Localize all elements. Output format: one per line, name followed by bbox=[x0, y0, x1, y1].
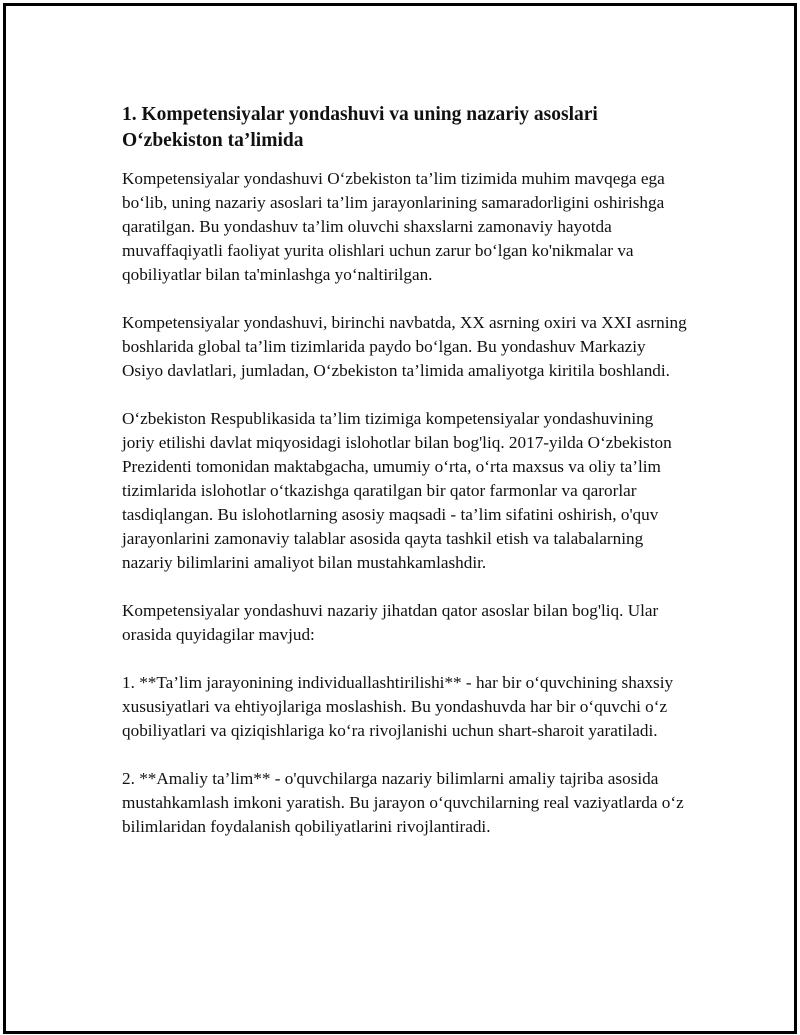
section-heading-line-1: 1. Kompetensiyalar yondashuvi va uning nazariy asoslari bbox=[122, 104, 598, 125]
document-body bbox=[122, 102, 690, 863]
paragraph-intro: Kompetensiyalar yondashuvi O‘zbekiston ta’lim tizimida muhim mavqega ega bo‘lib, uning nazariy asoslari ta’lim jarayonlarining samaradorligini oshirishga qaratilgan. Bu yondashuv ta’lim oluvchi shaxslarni zamonaviy hayotda muvaffaqiyatli faoliyat yurita olishlari uchun zarur bo‘lgan ko'nikmalar va qobiliyatlar bilan ta'minlashga yo‘naltirilgan. bbox=[122, 169, 665, 284]
paragraph-reforms: O‘zbekiston Respublikasida ta’lim tizimiga kompetensiyalar yondashuvining joriy etilishi davlat miqyosidagi islohotlar bilan bog'liq. 2017-yilda O‘zbekiston Prezidenti tomonidan maktabgacha, umumiy o‘rta, o‘rta maxsus va oliy ta’lim tizimlarida islohotlar o‘tkazishga qaratilgan bir qator farmonlar va qarorlar tasdiqlangan. Bu islohotlarning asosiy maqsadi - ta’lim sifatini oshirish, o'quv jarayonlarini zamonaviy talablar asosida qayta tashkil etish va talabalarning nazariy bilimlarini amaliyot bilan mustahkamlashdir. bbox=[122, 409, 672, 572]
list-item-practical-learning: 2. **Amaliy ta’lim** - o'quvchilarga nazariy bilimlarni amaliy tajriba asosida mustahkamlash imkoni yaratish. Bu jarayon o‘quvchilarning real vaziyatlarda o‘z bilimlaridan foydalanish qobiliyatlarini rivojlantiradi. bbox=[122, 769, 684, 836]
paragraph-history: Kompetensiyalar yondashuvi, birinchi navbatda, XX asrning oxiri va XXI asrning boshlarida global ta’lim tizimlarida paydo bo‘lgan. Bu yondashuv Markaziy Osiyo davlatlari, jumladan, O‘zbekiston ta’limida amaliyotga kiritila boshlandi. bbox=[122, 313, 687, 380]
paragraph-foundations: Kompetensiyalar yondashuvi nazariy jihatdan qator asoslar bilan bog'liq. Ular orasida quyidagilar mavjud: bbox=[122, 601, 659, 644]
section-heading bbox=[122, 102, 690, 154]
section-heading-line-2: O‘zbekiston ta’limida bbox=[122, 130, 304, 151]
list-item-individualization: 1. **Ta’lim jarayonining individuallashtirilishi** - har bir o‘quvchining shaxsiy xususiyatlari va ehtiyojlariga moslashish. Bu yondashuvda har bir o‘quvchi o‘z qobiliyatlari va qiziqishlariga ko‘ra rivojlanishi uchun shart-sharoit yaratiladi. bbox=[122, 673, 674, 740]
page-frame bbox=[3, 3, 797, 1034]
